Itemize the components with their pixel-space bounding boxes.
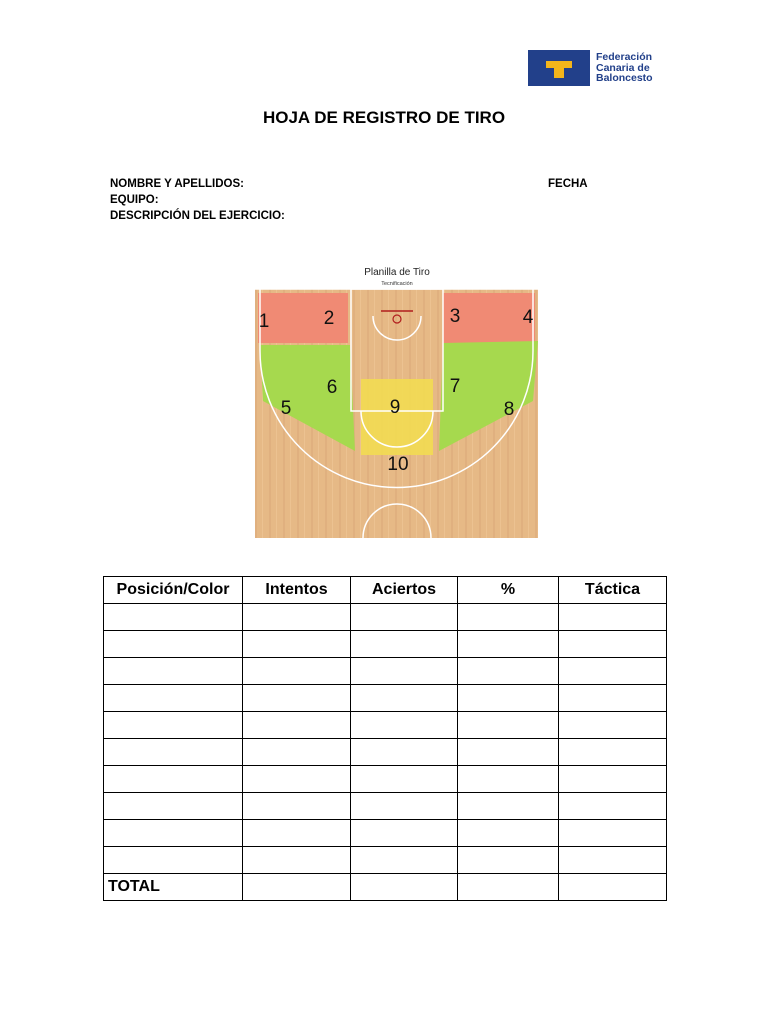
federation-logo <box>528 50 660 86</box>
logo-text <box>596 52 653 84</box>
table-cell[interactable] <box>559 604 667 631</box>
table-cell[interactable] <box>243 631 351 658</box>
zone-label-6: 6 <box>326 377 338 398</box>
table-cell[interactable] <box>104 739 243 766</box>
table-cell[interactable] <box>351 793 458 820</box>
table-cell[interactable] <box>104 631 243 658</box>
zone-red-left <box>258 293 348 343</box>
table-row <box>104 685 667 712</box>
table-cell[interactable] <box>243 820 351 847</box>
zone-label-3: 3 <box>449 306 461 327</box>
total-cell[interactable] <box>559 874 667 901</box>
table-cell[interactable] <box>559 820 667 847</box>
table-cell[interactable] <box>458 604 559 631</box>
zone-label-1: 1 <box>258 311 270 332</box>
table-cell[interactable] <box>243 604 351 631</box>
table-cell[interactable] <box>559 712 667 739</box>
date-label: FECHA <box>548 178 588 190</box>
table-cell[interactable] <box>104 793 243 820</box>
table-cell[interactable] <box>559 793 667 820</box>
total-cell[interactable] <box>243 874 351 901</box>
table-cell[interactable] <box>559 739 667 766</box>
table-cell[interactable] <box>351 658 458 685</box>
total-cell[interactable] <box>458 874 559 901</box>
col-header-tactic: Táctica <box>559 577 667 604</box>
table-cell[interactable] <box>104 766 243 793</box>
zone-label-9: 9 <box>389 397 401 418</box>
court-title: Planilla de Tiro <box>364 267 430 278</box>
table-cell[interactable] <box>559 631 667 658</box>
logo-line-1: Federación <box>596 51 653 63</box>
description-label: DESCRIPCIÓN DEL EJERCICIO: <box>110 210 285 222</box>
table-header-row <box>104 577 667 604</box>
zone-label-8: 8 <box>503 399 515 420</box>
zone-label-5: 5 <box>280 398 292 419</box>
table-cell[interactable] <box>458 712 559 739</box>
table-row <box>104 847 667 874</box>
table-cell[interactable] <box>104 685 243 712</box>
table-cell[interactable] <box>104 847 243 874</box>
table-cell[interactable] <box>458 631 559 658</box>
table-cell[interactable] <box>243 658 351 685</box>
table-row <box>104 658 667 685</box>
table-row <box>104 820 667 847</box>
table-cell[interactable] <box>243 739 351 766</box>
table-cell[interactable] <box>559 658 667 685</box>
zone-label-10: 10 <box>387 454 409 475</box>
table-cell[interactable] <box>243 685 351 712</box>
table-cell[interactable] <box>243 766 351 793</box>
team-label: EQUIPO: <box>110 194 159 206</box>
total-label: TOTAL <box>104 874 243 901</box>
table-row <box>104 631 667 658</box>
zone-label-2: 2 <box>323 308 335 329</box>
logo-line-3: Baloncesto <box>596 72 653 84</box>
shot-record-table <box>103 576 667 901</box>
total-row <box>104 874 667 901</box>
table-cell[interactable] <box>458 793 559 820</box>
col-header-position: Posición/Color <box>104 577 243 604</box>
table-body <box>104 604 667 901</box>
table-cell[interactable] <box>351 685 458 712</box>
total-cell[interactable] <box>351 874 458 901</box>
table-cell[interactable] <box>351 712 458 739</box>
table-cell[interactable] <box>351 739 458 766</box>
table-cell[interactable] <box>351 631 458 658</box>
table-cell[interactable] <box>351 820 458 847</box>
table-cell[interactable] <box>351 766 458 793</box>
table-row <box>104 739 667 766</box>
table-cell[interactable] <box>243 712 351 739</box>
table-cell[interactable] <box>351 847 458 874</box>
name-label: NOMBRE Y APELLIDOS: <box>110 178 244 190</box>
col-header-percent: % <box>458 577 559 604</box>
table-cell[interactable] <box>559 766 667 793</box>
col-header-attempts: Intentos <box>243 577 351 604</box>
basket-icon <box>528 50 590 86</box>
logo-line-2: Canaria de <box>596 61 650 74</box>
table-cell[interactable] <box>458 739 559 766</box>
table-cell[interactable] <box>458 658 559 685</box>
table-cell[interactable] <box>351 604 458 631</box>
table-row <box>104 793 667 820</box>
table-cell[interactable] <box>458 847 559 874</box>
table-cell[interactable] <box>243 793 351 820</box>
table-row <box>104 766 667 793</box>
court-subtitle: Tecnificación <box>381 281 413 287</box>
court-diagram <box>255 261 538 538</box>
table-row <box>104 712 667 739</box>
table-cell[interactable] <box>559 847 667 874</box>
zone-label-7: 7 <box>449 376 461 397</box>
table-cell[interactable] <box>104 820 243 847</box>
table-cell[interactable] <box>559 685 667 712</box>
col-header-makes: Aciertos <box>351 577 458 604</box>
table-cell[interactable] <box>458 820 559 847</box>
table-cell[interactable] <box>104 604 243 631</box>
table-cell[interactable] <box>458 766 559 793</box>
zone-label-4: 4 <box>522 307 534 328</box>
table-cell[interactable] <box>104 712 243 739</box>
page-title: HOJA DE REGISTRO DE TIRO <box>262 108 506 127</box>
table-cell[interactable] <box>243 847 351 874</box>
table-cell[interactable] <box>104 658 243 685</box>
table-cell[interactable] <box>458 685 559 712</box>
table-row <box>104 604 667 631</box>
